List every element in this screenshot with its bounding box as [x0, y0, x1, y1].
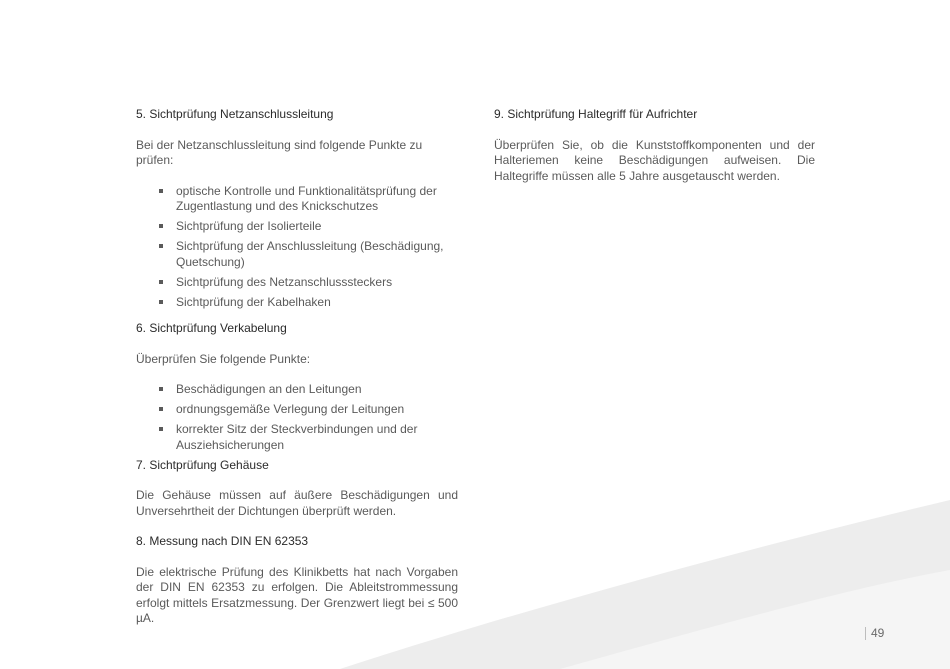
bullet-icon	[159, 387, 163, 391]
bullet-icon	[159, 189, 163, 193]
section6-list	[136, 382, 458, 453]
section8-heading: 8. Messung nach DIN EN 62353	[136, 534, 309, 548]
list-item: Sichtprüfung der Anschlussleitung (Beschädigung, Quetschung)	[136, 239, 458, 270]
list-item: Sichtprüfung der Isolierteile	[136, 219, 458, 235]
bullet-icon	[159, 407, 163, 411]
bullet-icon	[159, 427, 163, 431]
section8-text: Die elektrische Prüfung des Klinikbetts hat nach Vorgaben der DIN EN 62353 zu erfolgen. Die Ableitstrommessung erfolgt mittels Ersatzmessung. Der Grenzwert liegt bei ≤ 500 µA.	[136, 564, 458, 625]
list-item: Sichtprüfung des Netzanschlusssteckers	[136, 275, 458, 291]
bullet-icon	[159, 300, 163, 304]
section5-heading: 5. Sichtprüfung Netzanschlussleitung	[136, 107, 334, 121]
bullet-icon	[159, 280, 163, 284]
section7-text: Die Gehäuse müssen auf äußere Beschädigungen und Unversehrtheit der Dichtungen überprüft werden.	[136, 488, 458, 518]
list-item: ordnungsgemäße Verlegung der Leitungen	[136, 402, 458, 418]
page-number: 49	[865, 627, 884, 640]
section6-heading: 6. Sichtprüfung Verkabelung	[136, 321, 287, 335]
section5-list	[136, 184, 458, 311]
list-item: optische Kontrolle und Funktionalitätsprüfung der Zugentlastung und des Knickschutzes	[136, 184, 458, 215]
section9-text: Überprüfen Sie, ob die Kunststoffkomponenten und der Halteriemen keine Beschädigungen aufweisen. Die Haltegriffe müssen alle 5 Jahre ausgetauscht werden.	[494, 137, 815, 183]
list-item: Sichtprüfung der Kabelhaken	[136, 295, 458, 311]
left-column	[136, 107, 458, 627]
list-item: Beschädigungen an den Leitungen	[136, 382, 458, 398]
section6-intro: Überprüfen Sie folgende Punkte:	[136, 351, 311, 366]
section9-heading: 9. Sichtprüfung Haltegriff für Aufrichter	[494, 107, 698, 121]
right-column	[494, 107, 815, 184]
bullet-icon	[159, 244, 163, 248]
section7-heading: 7. Sichtprüfung Gehäuse	[136, 457, 269, 472]
list-item: korrekter Sitz der Steckverbindungen und der Ausziehsicherungen	[136, 422, 458, 453]
bullet-icon	[159, 224, 163, 228]
section5-intro: Bei der Netzanschlussleitung sind folgende Punkte zu prüfen:	[136, 137, 423, 167]
